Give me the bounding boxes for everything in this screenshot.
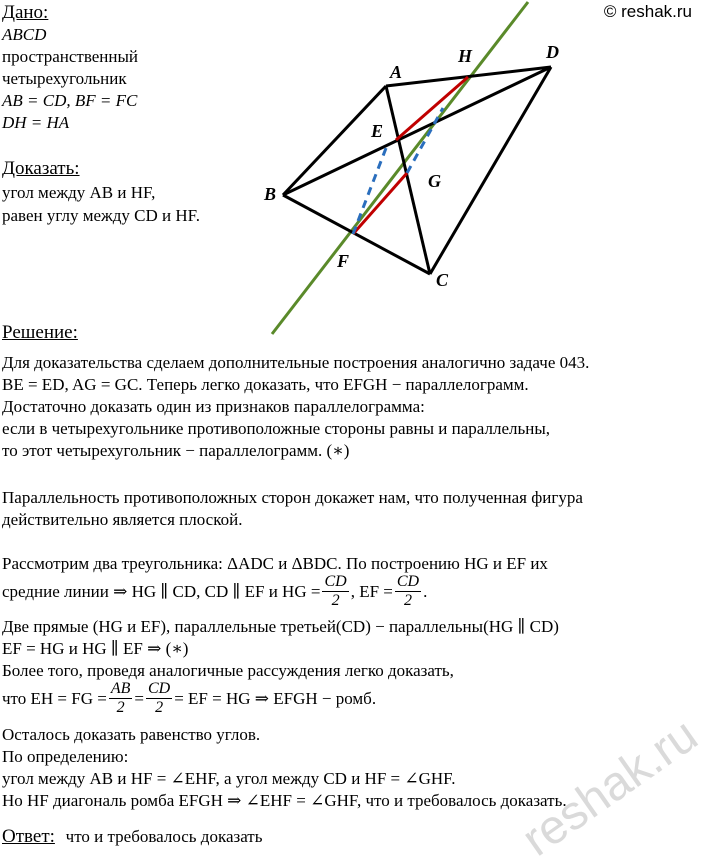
- solution-line: Осталось доказать равенство углов.: [2, 725, 261, 744]
- fraction-denominator: 2: [116, 699, 125, 716]
- given-line: пространственный: [2, 47, 139, 66]
- prove-line: угол между AB и HF,: [2, 183, 156, 202]
- label-b: B: [264, 184, 277, 204]
- solution-line: Но HF диагональ ромба EFGH ⇒ ∠EHF = ∠GHF, что и требовалось доказать.: [2, 791, 567, 810]
- answer-heading: Ответ:: [2, 826, 55, 847]
- solution-line: действительно является плоской.: [2, 510, 243, 529]
- solution-line: Параллельность противоположных сторон докажет нам, что полученная фигура: [2, 488, 583, 507]
- label-f: F: [337, 251, 350, 271]
- solution-line: Рассмотрим два треугольника: ΔADC и ΔBDC. По построению HG и EF их: [2, 554, 548, 573]
- segment-fg: [353, 173, 407, 234]
- label-d: D: [546, 42, 559, 62]
- text-segment: =: [134, 689, 144, 708]
- solution-line: то этот четырехугольник − параллелограмм. (∗): [2, 441, 350, 460]
- fraction-denominator: 2: [403, 592, 412, 609]
- solution-line-rhombus: [2, 680, 376, 717]
- fraction-denominator: 2: [155, 699, 164, 716]
- solution-line: если в четырехугольнике противоположные стороны равны и параллельны,: [2, 419, 551, 438]
- text-segment: средние линии ⇒ HG ∥ CD, CD ∥ EF и HG =: [2, 582, 321, 601]
- given-line: четырехугольник: [2, 69, 127, 88]
- label-e: E: [371, 121, 384, 141]
- given-heading: Дано:: [2, 2, 49, 23]
- solution-line: Для доказательства сделаем дополнительные построения аналогично задаче 043.: [2, 353, 590, 372]
- given-line: AB = CD, BF = FC: [2, 91, 138, 110]
- text-segment: , EF =: [350, 582, 393, 601]
- solution-line: EF = HG и HG ∥ EF ⇒ (∗): [2, 639, 189, 658]
- answer-text: что и требовалось доказать: [65, 827, 263, 846]
- prove-line: равен углу между CD и HF.: [2, 206, 200, 225]
- text-segment: .: [423, 582, 428, 601]
- fraction-cd-2: [395, 573, 421, 610]
- fraction-numerator: CD: [147, 680, 171, 697]
- answer-row: [2, 826, 263, 848]
- given-line: DH = HA: [2, 113, 70, 132]
- solution-line: По определению:: [2, 747, 129, 766]
- solution-line: Достаточно доказать один из признаков параллелограмма:: [2, 397, 425, 416]
- segment-gh: [407, 108, 443, 173]
- fraction-cd-2: [322, 573, 348, 610]
- copyright-text: © reshak.ru: [603, 2, 692, 21]
- label-a: A: [390, 62, 403, 82]
- watermark: reshak.ru: [512, 708, 708, 867]
- solution-line: BE = ED, AG = GC. Теперь легко доказать, что EFGH − параллелограмм.: [2, 375, 529, 394]
- fraction-numerator: CD: [396, 573, 420, 590]
- prove-heading: Доказать:: [2, 158, 80, 179]
- label-h: H: [458, 46, 473, 66]
- label-c: C: [436, 270, 449, 290]
- text-segment: = EF = HG ⇒ EFGH − ромб.: [174, 689, 377, 708]
- solution-line: Более того, проведя аналогичные рассуждения легко доказать,: [2, 661, 454, 680]
- fraction-denominator: 2: [331, 592, 340, 609]
- fraction-numerator: AB: [110, 680, 131, 697]
- solution-line: Две прямые (HG и EF), параллельные третьей(CD) − параллельны(HG ∥ CD): [2, 617, 559, 636]
- text-segment: что EH = FG =: [2, 689, 107, 708]
- solution-heading: Решение:: [2, 322, 78, 343]
- solution-line: угол между AB и HF = ∠EHF, а угол между CD и HF = ∠GHF.: [2, 769, 456, 788]
- solution-line-fractions: [2, 573, 427, 610]
- fraction-cd-2: [146, 680, 172, 717]
- fraction-numerator: CD: [324, 573, 347, 590]
- fraction-ab-2: [109, 680, 133, 717]
- geometry-figure: [250, 0, 559, 340]
- label-g: G: [428, 171, 441, 191]
- tetrahedron-edges: [283, 67, 551, 274]
- given-line: ABCD: [2, 25, 47, 44]
